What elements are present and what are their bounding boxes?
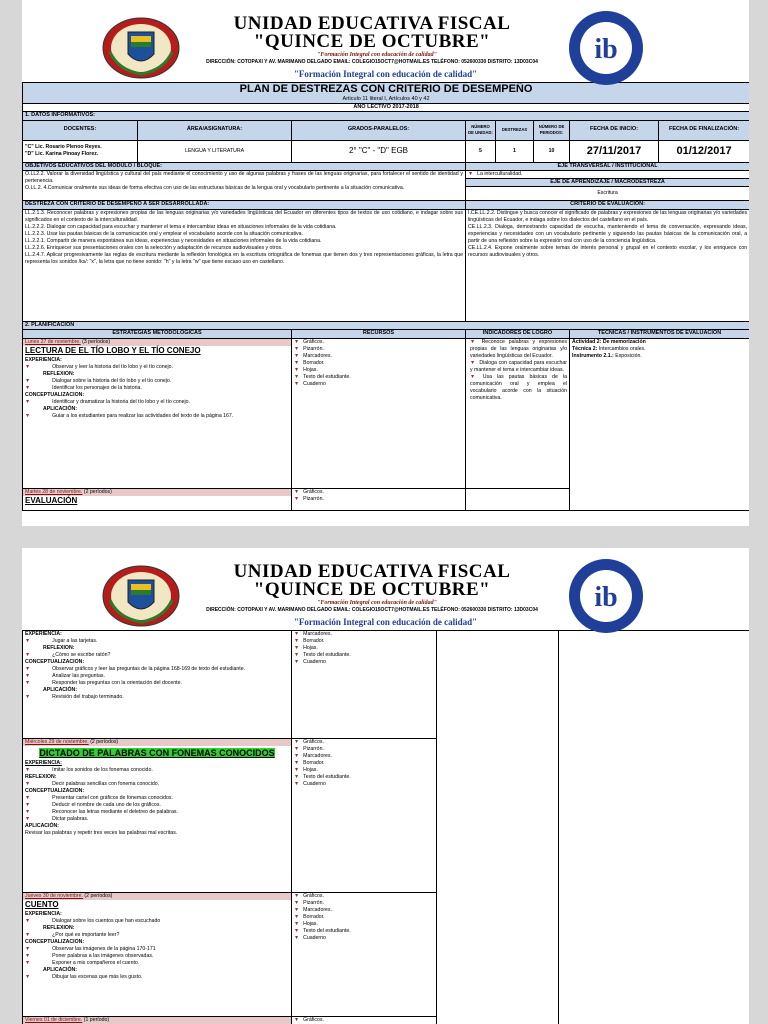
page-2 — [22, 548, 749, 1024]
day5-strategies: Viernes 01 de diciembre. (1 período) — [23, 1017, 292, 1024]
day4-resources: ▼ Gráficos. ▼ Pizarrón. ▼ Marcadores. ▼ Borrador. ▼ Hojas. ▼ Texto del estudiante. ▼ Cuaderno — [292, 893, 437, 1017]
school-name-line1: UNIDAD EDUCATIVA FISCAL — [233, 561, 511, 582]
criterio-list: I.CE.LL.2.2. Distingue y busca conocer el significado de palabras y expresiones de las lenguas originarias y/o variedades lingüísticas del Ecuador, e indaga sobre los dialectos del castellano en el país. CE.LL.2.3. Dialoga, demostrando capacidad de escucha, manteniendo el tema de conversación, expresando ideas, experiencias y necesidades con un vocabulario pertinente y siguiendo las pautas básicas de la comunicación oral, a partir de una reflexión sobre la expresión oral con uso de la conciencia lingüística. CE.LL.2.4. Expone oralmente sobre temas de interés personal y grupal en el contexto escolar, y los enriquece con recursos audiovisuales y otros. — [466, 209, 750, 321]
h-grados: GRADOS-PARALELOS: — [292, 120, 466, 140]
day2-resources: ▼ Gráficos. ▼ Pizarrón. — [292, 488, 466, 510]
day3-resources: ▼ Gráficos. ▼ Pizarrón. ▼ Marcadores. ▼ Borrador. ▼ Hojas. ▼ Texto del estudiante. ▼ Cuaderno — [292, 739, 437, 893]
techniques-continued — [559, 631, 750, 1024]
school-name-line2: "QUINCE DE OCTUBRE" — [253, 31, 491, 52]
page-1 — [22, 0, 749, 526]
svg-text:ib: ib — [594, 582, 618, 613]
school-year: AÑO LECTIVO 2017-2018 — [23, 103, 750, 111]
h-fin: FECHA DE FINALIZACIÓN: — [659, 120, 750, 140]
area-value: LENGUA Y LITERATURA — [138, 140, 292, 162]
school-address: DIRECCIÓN: COTOPAXI Y AV. MARIMANO DELGADO EMAIL: COLEGIO15OCT7@HOTMAIL.ES TELÉFONO: 052600330 DISTRITO: 13D03C04 — [206, 607, 538, 613]
eje-header: EJE TRANSVERSAL / INSTITUCIONAL — [466, 162, 750, 170]
school-name-line1: UNIDAD EDUCATIVA FISCAL — [233, 13, 511, 34]
formation-motto: "Formación Integral con educación de calidad" — [317, 600, 437, 606]
day5-resources: ▼ Gráficos. — [292, 1017, 437, 1024]
periodos-value: 10 — [534, 140, 570, 162]
objetivos-text: O.LL2.2. Valorar la diversidad lingüística y cultural del país mediante el conocimiento y uso de algunas palabras y frases de las lenguas originarias, para fortalecer el sentido de identidad y pertenencia. O.LL.2. 4.Comunicar oralmente sus ideas de forma efectiva con uso de las estructuras básicas de la lengua oral y vocabulario pertinente a la situación comunicativa. — [23, 171, 466, 201]
day3-strategies: Miércoles 29 de noviembre. (2 períodos) DICTADO DE PALABRAS CON FONEMAS CONOCIDOS EXPERIENCIA: ▼ Imitar los sonidos de los fonemas conocido. REFLEXION: ▼ Decir palabras sencillas con fonema conocido. CONCEPTUALIZACION: ▼ Presentar cartel con gráficos de fonemas conocidos. ▼ Deducir el nombre de cada uno de los gráficos. ▼ Reconocer las letras mediante el deletreo de palabras. ▼ Dictar palabras. APLICACIÓN: Revisar las palabras y repetir tres veces las palabras mal escritas. — [23, 739, 292, 893]
h-destrezas: DESTREZAS — [496, 120, 534, 140]
slogan: "Formación Integral con educación de calidad" — [293, 617, 478, 627]
day2-strategies: Martes 28 de noviembre. (2 períodos) EVALUACIÓN — [23, 488, 292, 510]
slogan: "Formación Integral con educación de calidad" — [293, 69, 478, 79]
h-inicio: FECHA DE INICIO: — [570, 120, 659, 140]
day1-techniques: Actividad 2: De memorización Técnica 2: Intercambios orales. Instrumento 2.1.: Exposición. — [570, 338, 750, 510]
plan-title: PLAN DE DESTREZAS CON CRITERIO DE DESEMPEÑO Articulo 11 literal I, Artículos 40 y 42 — [23, 83, 750, 104]
plan-table — [22, 82, 749, 511]
objetivos-header: OBJETIVOS EDUCATIVOS DEL MÓDULO / BLOQUE: — [23, 162, 466, 170]
day1-indicators: ▼ Reconoce palabras y expresiones propias de las lenguas originarias y/o variedades lingüísticas del Ecuador. ▼ Dialoga con capacidad para escuchar y mantener el tema e intercambiar ideas. ▼ Usa las pautas básicas de la comunicación oral y emplea el vocabulario acorde con la situación comunicativa. — [466, 338, 570, 488]
grados-value: 2° "C" - "D" EGB — [292, 140, 466, 162]
svg-text:ib: ib — [594, 34, 618, 65]
macro-header: EJE DE APRENDIZAJE / MACRODESTREZA — [466, 179, 750, 187]
inicio-value: 27/11/2017 — [570, 140, 659, 162]
h-tecnicas: TÉCNICAS / INSTRUMENTOS DE EVALUACIÓN — [570, 330, 750, 338]
day2-indicators — [466, 488, 570, 510]
plan-table-continued — [22, 630, 749, 1024]
h-docentes: DOCENTES: — [23, 120, 138, 140]
formation-motto: "Formación Integral con educación de calidad" — [317, 52, 437, 58]
day4-strategies: Jueves 30 de noviembre. (2 períodos) CUENTO EXPERIENCIA: ▼ Dialogar sobre los cuentos que han escuchado REFLEXION: ▼ ¿Por qué es importante leer? CONCEPTUALIZACION: ▼ Observar las imágenes de la página 170-171 ▼ Poner palabras a las imágenes observadas. ▼ Exponer a mis compañeros el cuento. APLICACIÓN: ▼ Dibujar las escenas que más les gusto. — [23, 893, 292, 1017]
fin-value: 01/12/2017 — [659, 140, 750, 162]
criterio-header: CRITERIO DE EVALUACIÓN: — [466, 201, 750, 209]
h-estrategias: ESTRATEGIAS METODOLÓGICAS — [23, 330, 292, 338]
eje-value: ▼ La interculturalidad. — [466, 171, 750, 179]
letterhead-2 — [22, 548, 749, 630]
school-name-line2: "QUINCE DE OCTUBRE" — [253, 579, 491, 600]
unidad-value: 5 — [466, 140, 496, 162]
letterhead — [22, 0, 749, 82]
section-datos: 1. DATOS INFORMATIVOS: — [23, 112, 750, 120]
day1-resources: ▼ Gráficos. ▼ Pizarrón. ▼ Marcadores. ▼ Borrador. ▼ Hojas. ▼ Texto del estudiante. ▼ Cuaderno — [292, 338, 466, 488]
indicators-continued — [437, 631, 559, 1024]
h-area: ÁREA/ASIGNATURA: — [138, 120, 292, 140]
h-indicadores: INDICADORES DE LOGRO — [466, 330, 570, 338]
destreza-header: DESTREZA CON CRITERIO DE DESEMPEÑO A SER DESARROLLADA: — [23, 201, 466, 209]
h-unidad: NÚMERO DE UNIDAD: — [466, 120, 496, 140]
h-recursos: RECURSOS — [292, 330, 466, 338]
bullet-icon: ▼ — [468, 171, 474, 178]
day2-cont-strategies: EXPERIENCIA: ▼ Jugar a las tarjetas. REFLEXION: ▼ ¿Cómo se escribe ratón? CONCEPTUALIZACION: ▼ Observar gráficos y leer las preguntas de la página 168-169 de texto del estudiante. ▼ Analizar las preguntas. ▼ Responder las preguntas con la orientación del docente. APLICACIÓN: ▼ Revisión del trabajo terminado. — [23, 631, 292, 739]
school-address: DIRECCIÓN: COTOPAXI Y AV. MARIMANO DELGADO EMAIL: COLEGIO15OCT7@HOTMAIL.ES TELÉFONO: 052600330 DISTRITO: 13D03C04 — [206, 59, 538, 65]
docentes: "C" Lic. Rosario Plenoo Reyes. "D" Lic. Karina Pinoay Florez. — [23, 140, 138, 162]
section-planificacion: 2. PLANIFICACIÓN — [23, 321, 750, 329]
destrezas-value: 1 — [496, 140, 534, 162]
day1-strategies: Lunes 27 de noviembre. (3 períodos) LECTURA DE EL TÍO LOBO Y EL TÍO CONEJO EXPERIENCIA: ▼ Observar y leer la historia del tío lobo y el tío conejo. REFLEXION: ▼ Dialogar sobre la historia del tío lobo y el tío conejo. ▼ Identificar los personajes de la historia. CONCEPTUALIZACION: ▼ Identificar y dramatizar la historia del tío lobo y el tío conejo. APLICACIÓN: ▼ Guiar a los estudiantes para realizar las actividades del texto de la página 167. — [23, 338, 292, 488]
macro-value: Escritura — [466, 187, 750, 201]
day2-cont-resources: ▼ Marcadores. ▼ Borrador. ▼ Hojas. ▼ Texto del estudiante. ▼ Cuaderno — [292, 631, 437, 739]
destreza-list: LL.2.1.3. Reconocer palabras y expresiones propias de las lenguas originarias y/o variedades lingüísticas del Ecuador en diferentes tipos de textos de uso cotidiano, e indagar sobre sus significados en el contexto de la interculturalidad. LL.2.2.2. Dialogar con capacidad para escuchar y mantener el tema e intercambiar ideas en situaciones informales de la vida cotidiana. LL.2.2.3. Usar las pautas básicas de la comunicación oral y emplear el vocabulario acorde con la situación comunicativa. LL.2.2.1. Compartir de manera espontánea sus ideas, experiencias y necesidades en situaciones informales de la vida cotidiana. LL.2.2.6. Enriquecer sus presentaciones orales con la selección y adaptación de recursos audiovisuales y otros. LL.2.4.7. Aplicar progresivamente las reglas de escritura mediante la reflexión fonológica en la escritura ortográfica de fonemas que tienen dos y tres representaciones gráficas, la letra que representa los sonidos /ks/: "x", la letra que no tiene sonido: "h" y la letra "w" que tiene escaso uso en castellano. — [23, 209, 466, 321]
h-periodos: NÚMERO DE PERIODOS: — [534, 120, 570, 140]
